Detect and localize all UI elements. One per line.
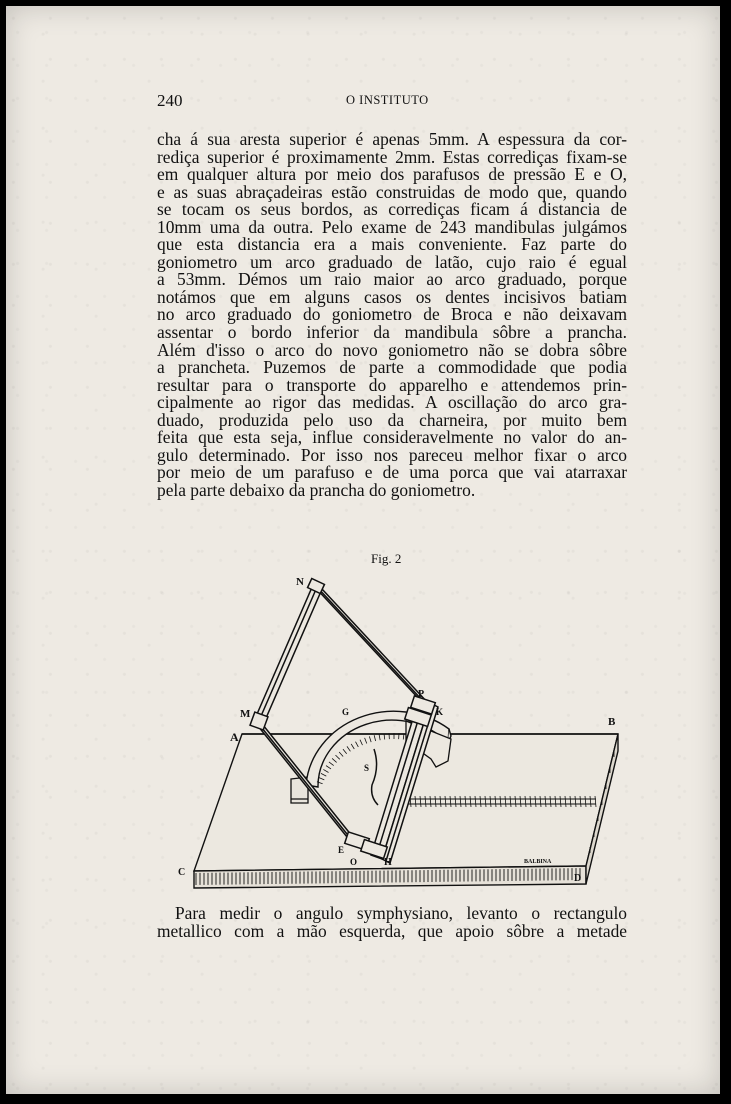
text-line: no arco graduado do goniometro de Broca e não deixavam [157, 304, 627, 325]
text-line: assentar o bordo inferior da mandibula sôbre a prancha. [157, 322, 627, 343]
text-line: a prancheta. Puzemos de parte a commodidade que podia [157, 357, 627, 378]
page-number: 240 [157, 91, 183, 110]
goniometer-figure [166, 571, 626, 891]
label-H: H [384, 857, 392, 868]
text-line: que esta distancia era a mais conveniente. Faz parte do [157, 234, 627, 255]
text-line: Além d'isso o arco do novo goniometro não se dobra sôbre [157, 339, 627, 360]
goniometer-illustration [166, 571, 626, 891]
label-K: K [436, 707, 444, 717]
label-A: A [230, 730, 239, 744]
label-P: P [418, 689, 425, 700]
paragraph-1 [157, 131, 627, 499]
text-line: Para medir o angulo symphysiano, levanto o rectangulo [175, 903, 627, 923]
label-G: G [342, 707, 350, 717]
text-line: em qualquer altura por meio dos parafusos de pressão E e O, [157, 164, 627, 185]
label-S: S [364, 763, 370, 773]
label-B: B [608, 716, 616, 728]
label-C: C [178, 867, 186, 878]
book-page [6, 6, 720, 1094]
text-line: rediça superior é proximamente 2mm. Estas corrediças fixam-se [157, 146, 627, 167]
text-line: cha á sua aresta superior é apenas 5mm. A espessura da cor- [157, 129, 627, 149]
text-line: duado, produzida pelo uso da charneira, por muito bem [157, 409, 627, 430]
text-line: gulo determinado. Por isso nos pareceu melhor fixar o arco [157, 444, 627, 465]
label-N: N [296, 576, 304, 588]
text-line: 10mm uma da outra. Pelo exame de 243 mandibulas julgámos [157, 216, 627, 237]
text-line: se tocam os seus bordos, as corrediças ficam á distancia de [157, 199, 627, 220]
paragraph-2 [157, 905, 627, 940]
text-line: feita que esta seja, influe consideravelmente no valor do an- [157, 427, 627, 448]
text-line: e as suas abraçadeiras estão construidas de modo que, quando [157, 181, 627, 202]
text-line: resultar para o transporte do apparelho e attendemos prin- [157, 374, 627, 395]
text-line: pela parte debaixo da prancha do goniometro. [157, 479, 476, 500]
text-line: notámos que em alguns casos os dentes incisivos batiam [157, 286, 627, 307]
figure-caption: Fig. 2 [371, 551, 402, 566]
maker-mark: BALBINA [524, 859, 552, 865]
text-line: metallico com a mão esquerda, que apoio sôbre a metade [157, 920, 627, 941]
label-D: D [574, 873, 582, 884]
running-head: O INSTITUTO [346, 93, 429, 107]
text-line: a 53mm. Démos um raio maior ao arco graduado, porque [157, 269, 627, 290]
text-line: por meio de um parafuso e de uma porca que vai atarraxar [157, 462, 627, 483]
label-M: M [240, 708, 251, 720]
text-line: goniometro um arco graduado de latão, cujo raio é egual [157, 251, 627, 272]
label-O: O [350, 857, 358, 867]
text-line: cipalmente ao rigor das medidas. A oscillação do arco gra- [157, 392, 627, 413]
label-E: E [338, 845, 345, 855]
